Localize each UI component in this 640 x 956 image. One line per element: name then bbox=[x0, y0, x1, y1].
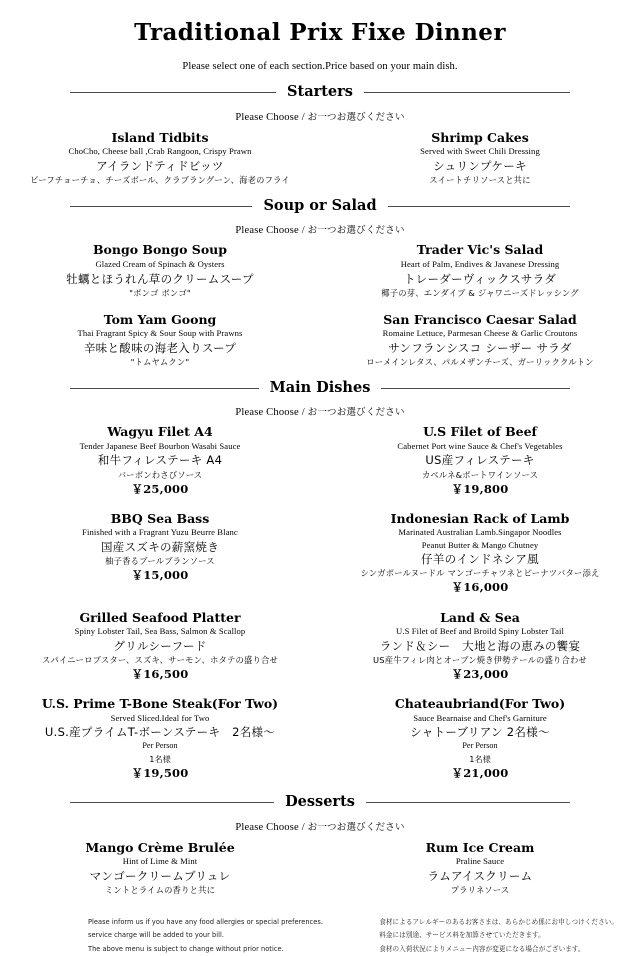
item-name: Indonesian Rack of Lamb bbox=[390, 510, 570, 526]
item-description-jp: ローメインレタス、パルメザンチーズ、ガーリッククルトン bbox=[366, 356, 594, 367]
menu-item[interactable] bbox=[320, 511, 640, 597]
menu-item[interactable] bbox=[0, 840, 320, 896]
item-name-jp: シャトーブリアン 2名様〜 bbox=[410, 725, 550, 740]
footer-note: Please inform us if you have any food allergies or special preferences. bbox=[88, 917, 323, 926]
desserts-item-grid bbox=[0, 833, 640, 896]
item-name: Land & Sea bbox=[440, 609, 520, 625]
menu-item[interactable] bbox=[0, 696, 320, 782]
item-name: Wagyu Filet A4 bbox=[107, 424, 213, 440]
section-title: Starters bbox=[287, 83, 353, 101]
menu-item[interactable] bbox=[0, 312, 320, 368]
footer-english-notes bbox=[88, 916, 323, 956]
item-name-jp: グリルシーフード bbox=[113, 638, 207, 653]
divider-rule-right bbox=[381, 388, 570, 389]
item-name-jp: シュリンプケーキ bbox=[433, 158, 527, 173]
item-description: Praline Sauce bbox=[455, 856, 505, 867]
item-name: Shrimp Cakes bbox=[431, 129, 529, 145]
item-per-person-note-jp: 1名様 bbox=[149, 753, 171, 764]
footer-japanese-notes bbox=[379, 916, 618, 956]
please-choose-jp: お一つお選びください bbox=[307, 225, 405, 237]
item-description: Tender Japanese Beef Bourbon Wasabi Sauce bbox=[79, 440, 241, 451]
item-description: Sauce Bearnaise and Chef's Garniture bbox=[413, 712, 547, 723]
item-description-jp: US産牛フィレ肉とオーブン焼き伊勢テールの盛り合わせ bbox=[372, 654, 588, 665]
item-description: Cabernet Port wine Sauce & Chef's Vegetables bbox=[397, 440, 563, 451]
item-description: Marinated Australian Lamb.Singapor Noodles bbox=[398, 527, 562, 538]
footer-note: service charge will be added to your bill. bbox=[88, 931, 225, 940]
row-spacer bbox=[0, 498, 640, 511]
item-name-jp: アイランドティドビッツ bbox=[96, 158, 224, 173]
item-price: ￥21,000 bbox=[451, 765, 509, 780]
item-description: Served with Sweet Chili Dressing bbox=[420, 146, 540, 157]
item-per-person-note-jp: 1名様 bbox=[469, 753, 491, 764]
item-name: Mango Crème Brulée bbox=[85, 839, 235, 855]
section-header-starters bbox=[70, 72, 570, 100]
page-subtitle: Please select one of each section.Price based on your main dish. bbox=[182, 61, 458, 73]
item-name: Trader Vic's Salad bbox=[416, 242, 544, 258]
item-name: San Francisco Caesar Salad bbox=[383, 311, 577, 327]
item-description: U.S Filet of Beef and Broild Spiny Lobster Tail bbox=[396, 626, 564, 637]
menu-item[interactable] bbox=[320, 610, 640, 683]
item-name: BBQ Sea Bass bbox=[110, 510, 210, 526]
item-name: Rum Ice Cream bbox=[425, 839, 535, 855]
please-choose-note bbox=[0, 395, 640, 418]
please-choose-note bbox=[0, 213, 640, 236]
item-per-person-note: Per Person bbox=[142, 741, 178, 751]
menu-item[interactable] bbox=[0, 511, 320, 597]
item-description-jp: シンガポールヌードル マンゴーチャツネとピーナツバター添え bbox=[360, 568, 600, 579]
section-title: Soup or Salad bbox=[263, 196, 377, 214]
divider-rule-left bbox=[70, 388, 259, 389]
item-price: ￥23,000 bbox=[451, 666, 509, 681]
item-description-line2: Peanut Butter & Mango Chutney bbox=[421, 539, 539, 550]
item-description-jp: ビーフチョーチョ、チーズボール、クラブラングーン、海老のフライ bbox=[30, 174, 290, 185]
item-description: Thai Fragrant Spicy & Sour Soup with Prawns bbox=[77, 328, 243, 339]
item-price: ￥19,800 bbox=[451, 481, 509, 496]
item-description: Romaine Lettuce, Parmesan Cheese & Garlic Croutons bbox=[382, 328, 578, 339]
please-choose-en: Please Choose / bbox=[235, 111, 308, 123]
please-choose-note bbox=[0, 810, 640, 833]
item-description-jp: ミントとライムの香りと共に bbox=[104, 884, 216, 895]
section-title: Desserts bbox=[285, 793, 355, 811]
item-name-jp: U.S.産プライムT-ボーンステーキ 2名様〜 bbox=[44, 725, 276, 740]
item-name-jp: サンフランシスコ シーザー サラダ bbox=[388, 340, 572, 355]
footer-note: The above menu is subject to change without prior notice. bbox=[88, 944, 284, 953]
divider-rule-left bbox=[70, 92, 276, 93]
item-name: Chateaubriand(For Two) bbox=[394, 696, 566, 712]
item-description: Served Sliced.Ideal for Two bbox=[110, 712, 210, 723]
divider-rule-right bbox=[388, 206, 570, 207]
item-name-jp: ランド＆シー 大地と海の恵みの饗宴 bbox=[379, 638, 581, 653]
please-choose-jp: お一つお選びください bbox=[307, 821, 405, 833]
mains-item-grid bbox=[0, 418, 640, 782]
page-title: Traditional Prix Fixe Dinner bbox=[134, 19, 506, 46]
section-starters bbox=[0, 72, 640, 186]
row-spacer bbox=[0, 597, 640, 610]
item-name-jp: ラムアイスクリーム bbox=[427, 868, 533, 883]
menu-item[interactable] bbox=[0, 130, 320, 186]
item-description: Spiny Lobster Tail, Sea Bass, Salmon & Scallop bbox=[74, 626, 246, 637]
item-description-jp: スパイニーロブスター、スズキ、サーモン、ホタテの盛り合せ bbox=[42, 654, 278, 665]
item-price: ￥19,500 bbox=[131, 765, 189, 780]
menu-item[interactable] bbox=[320, 312, 640, 368]
item-description-jp: 椰子の芽、エンダイブ & ジャワニーズドレッシング bbox=[381, 287, 579, 298]
item-description-jp: "トムヤムクン" bbox=[130, 356, 190, 367]
item-name-jp: 辛味と酸味の海老入りスープ bbox=[83, 340, 237, 355]
item-description: Glazed Cream of Spinach & Oysters bbox=[95, 259, 225, 270]
section-main-dishes bbox=[0, 368, 640, 782]
soup-item-grid bbox=[0, 236, 640, 367]
item-description-jp: カベルネ&ポートワインソース bbox=[421, 469, 539, 480]
item-description-jp: スイートチリソースと共に bbox=[429, 174, 531, 185]
item-name-jp: 国産スズキの薪窯焼き bbox=[101, 539, 219, 554]
menu-item[interactable] bbox=[0, 610, 320, 683]
footer-note-jp: 食材の入荷状況によりメニュー内容が変更になる場合がございます。 bbox=[379, 944, 585, 953]
item-per-person-note: Per Person bbox=[462, 741, 498, 751]
section-desserts bbox=[0, 782, 640, 896]
divider-rule-left bbox=[70, 802, 274, 803]
item-name: Grilled Seafood Platter bbox=[79, 609, 241, 625]
section-header-main-dishes bbox=[70, 368, 570, 396]
section-soup-or-salad bbox=[0, 186, 640, 368]
item-name: U.S Filet of Beef bbox=[423, 424, 537, 440]
item-description: ChoCho, Cheese ball ,Crab Rangoon, Crispy Prawn bbox=[68, 146, 252, 157]
item-description-jp: バーボンわさびソース bbox=[117, 469, 203, 480]
item-description: Heart of Palm, Endives & Javanese Dressing bbox=[400, 259, 560, 270]
menu-item[interactable] bbox=[320, 696, 640, 782]
item-name-jp: マンゴークリームブリュレ bbox=[89, 868, 231, 883]
row-spacer bbox=[0, 683, 640, 696]
item-description-jp: "ボンゴ ボンゴ" bbox=[129, 287, 191, 298]
please-choose-en: Please Choose / bbox=[235, 407, 308, 419]
item-name: Island Tidbits bbox=[111, 129, 209, 145]
item-name-jp: 牡蠣とほうれん草のクリームスープ bbox=[66, 271, 254, 286]
section-header-soup-or-salad bbox=[70, 186, 570, 214]
please-choose-jp: お一つお選びください bbox=[307, 407, 405, 419]
item-name: Bongo Bongo Soup bbox=[92, 242, 228, 258]
menu-item[interactable] bbox=[320, 840, 640, 896]
item-name-jp: US産フィレステーキ bbox=[425, 453, 535, 468]
divider-rule-right bbox=[364, 92, 570, 93]
please-choose-en: Please Choose / bbox=[235, 225, 308, 237]
please-choose-jp: お一つお選びください bbox=[307, 111, 405, 123]
please-choose-en: Please Choose / bbox=[235, 821, 308, 833]
menu-item[interactable] bbox=[0, 242, 320, 298]
section-header-desserts bbox=[70, 782, 570, 810]
item-price: ￥16,500 bbox=[131, 666, 189, 681]
footer-note-jp: 食材によるアレルギーのあるお客さまは、あらかじめ係にお申しつけください。 bbox=[379, 917, 618, 926]
menu-item[interactable] bbox=[320, 424, 640, 497]
item-name-jp: トレーダーヴィックスサラダ bbox=[403, 271, 557, 286]
menu-item[interactable] bbox=[0, 424, 320, 497]
item-description-jp: プラリネソース bbox=[450, 884, 510, 895]
starters-item-grid bbox=[0, 123, 640, 186]
divider-rule-left bbox=[70, 206, 252, 207]
item-description-jp: 柚子香るブールブランソース bbox=[105, 555, 215, 566]
row-spacer bbox=[0, 299, 640, 312]
menu-item[interactable] bbox=[320, 242, 640, 298]
please-choose-note bbox=[0, 100, 640, 123]
item-name: U.S. Prime T-Bone Steak(For Two) bbox=[41, 696, 279, 712]
item-description: Hint of Lime & Mint bbox=[122, 856, 198, 867]
section-title: Main Dishes bbox=[269, 378, 371, 396]
item-name: Tom Yam Goong bbox=[103, 311, 217, 327]
item-price: ￥25,000 bbox=[131, 481, 189, 496]
item-description: Finished with a Fragrant Yuzu Beurre Blanc bbox=[82, 527, 238, 538]
item-price: ￥16,000 bbox=[451, 580, 509, 595]
item-name-jp: 和牛フィレステーキ A4 bbox=[97, 453, 223, 468]
footer bbox=[0, 896, 640, 956]
item-name-jp: 仔羊のインドネシア風 bbox=[421, 552, 539, 567]
divider-rule-right bbox=[366, 802, 570, 803]
item-price: ￥15,000 bbox=[131, 567, 189, 582]
footer-note-jp: 料金には別途、サービス料を加算させていただきます。 bbox=[379, 931, 545, 940]
menu-item[interactable] bbox=[320, 130, 640, 186]
